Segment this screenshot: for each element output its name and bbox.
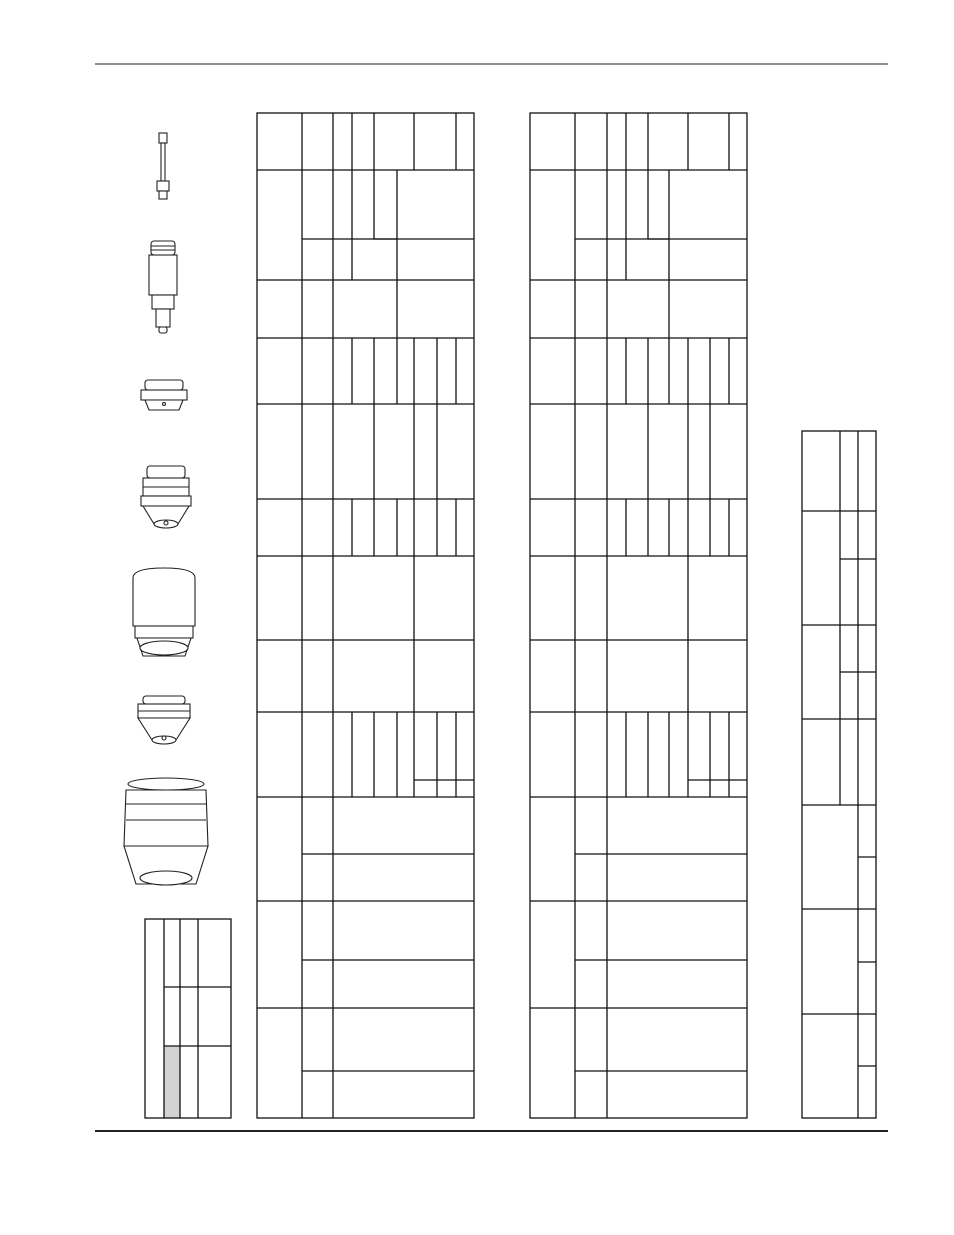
gas-settings-table xyxy=(802,431,876,1118)
electrode-drawing xyxy=(149,241,177,333)
retaining-cap-drawing xyxy=(133,568,195,656)
cut-chart-table-a xyxy=(257,113,474,1118)
outer-retaining-cap-drawing xyxy=(124,778,208,885)
swirl-ring-drawing xyxy=(141,380,187,410)
swirl-ring-electrode-pin-drawing xyxy=(157,133,169,199)
nozzle-drawing xyxy=(141,466,191,528)
cut-chart-table-b xyxy=(530,113,747,1118)
legend-table xyxy=(145,919,231,1118)
shield-drawing xyxy=(138,696,190,744)
